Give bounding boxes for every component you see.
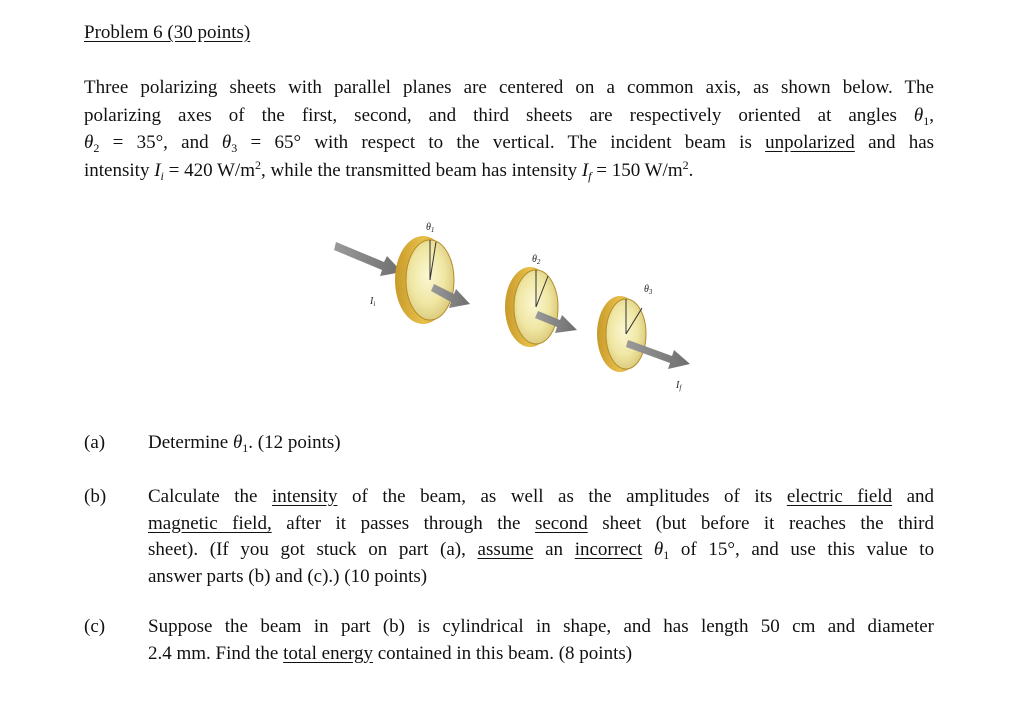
- label-If: $I_f$: [676, 380, 682, 392]
- part-c-body: Suppose the beam in part (b) is cylindrical in shape, and has length 50 cm and diameter 2.4 mm. Find the total energy contained in this beam. (8 points): [148, 616, 934, 664]
- intro-line-4: intensity $I_i = 420$ $W/m^2$, while the transmitted beam has intensity $I_f = 150$ $W/m^2$.: [84, 157, 694, 183]
- label-Ii: $I_i$: [370, 296, 376, 308]
- polarizer-disk-3: [597, 296, 646, 372]
- intensity-underlined: intensity: [272, 486, 338, 507]
- magnetic-field-underlined: magnetic field,: [148, 512, 272, 534]
- intro-line-2: polarizing axes of the first, second, and third sheets are respectively oriented at angles $\theta_1$,: [84, 104, 934, 128]
- label-theta2: $\theta_2$: [532, 254, 541, 266]
- part-a-body: Determine $\theta_1$. (12 points): [148, 432, 341, 455]
- polarizer-disk-2: [505, 267, 558, 347]
- part-c-label: (c): [84, 616, 106, 637]
- part-b-label: (b): [84, 486, 107, 507]
- polarizer-disk-1: [395, 236, 454, 324]
- problem-statement: [84, 74, 934, 184]
- incorrect-underlined: incorrect: [574, 539, 643, 560]
- label-theta1: $\theta_1$: [426, 222, 435, 234]
- incident-beam-arrow: [334, 242, 402, 276]
- second-underlined: second: [534, 512, 588, 534]
- polarizer-figure: [330, 212, 700, 402]
- intro-line-1: Three polarizing sheets with parallel planes are centered on a common axis, as shown below. The: [84, 77, 934, 98]
- unpolarized-underlined: unpolarized: [765, 132, 855, 153]
- electric-field-underlined: electric field: [786, 486, 893, 507]
- part-a-label: (a): [84, 432, 106, 453]
- label-theta3: $\theta_3$: [644, 284, 653, 296]
- part-b-body: Calculate the intensity of the beam, as well as the amplitudes of its electric field and magnetic field, after it passes through the second sheet (but before it reaches the third sheet). (If you got stuck on part (a), assume an incorrect $\theta_1$ of 15°, and use this value to answer parts (b) and (c).) (10 points): [148, 486, 935, 587]
- total-energy-underlined: total energy: [283, 642, 373, 664]
- assume-underlined: assume: [477, 539, 534, 560]
- problem-title: Problem 6 (30 points): [84, 22, 251, 43]
- intro-line-3: $\theta_2 = 35^\circ$, and $\theta_3 = 65^\circ$ with respect to the vertical. The incident beam is unpolarized and has: [84, 132, 935, 155]
